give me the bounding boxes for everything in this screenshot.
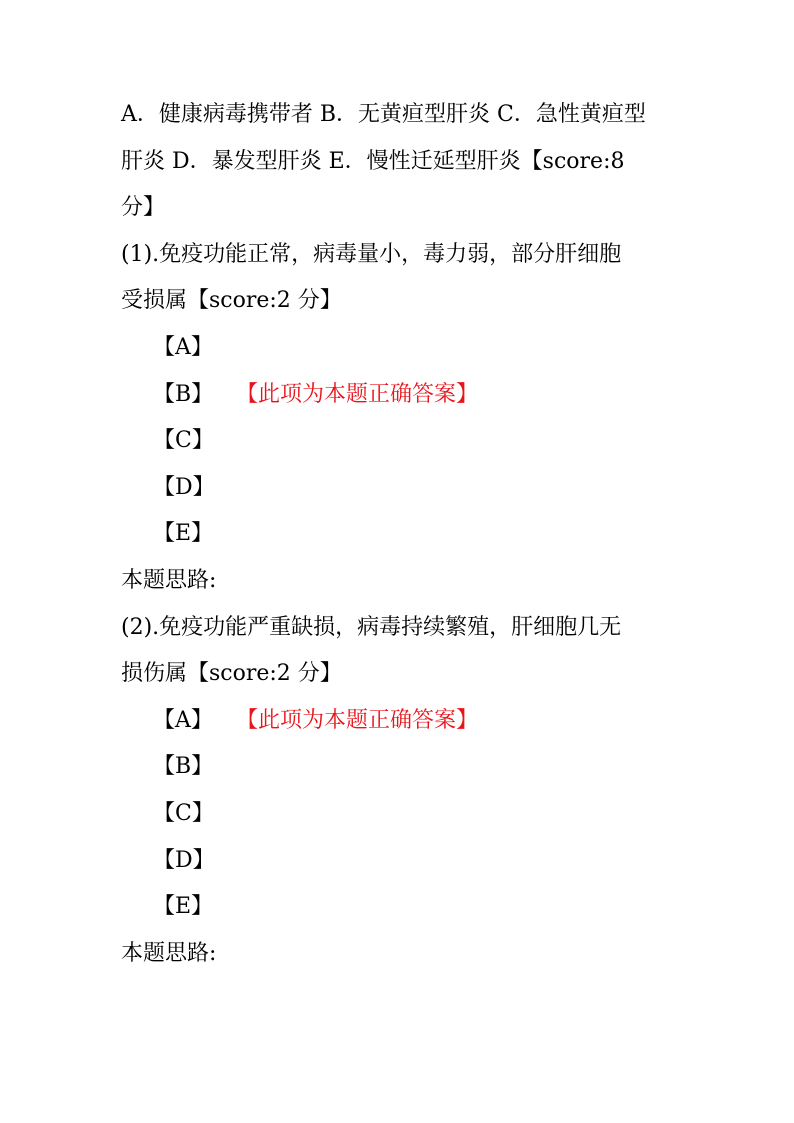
option-label: 【C】: [153, 800, 214, 826]
correct-answer-marker: 【此项为本题正确答案】: [236, 707, 479, 733]
question-2-option-c: [121, 791, 681, 838]
question-2-line-1: (2).免疫功能严重缺损，病毒持续繁殖，肝细胞几无: [121, 614, 622, 640]
option-label: 【D】: [153, 474, 215, 500]
document-page: [121, 92, 681, 977]
stem-line-2: 肝炎 D．暴发型肝炎 E．慢性迁延型肝炎【score:8: [121, 148, 625, 174]
option-label: 【E】: [153, 521, 214, 547]
question-1-option-b: [121, 372, 681, 419]
question-1-explanation-label: 本题思路:: [121, 567, 217, 593]
option-label: 【B】: [153, 754, 214, 780]
question-2-option-d: [121, 838, 681, 885]
option-label: 【A】: [153, 707, 213, 733]
question-2-option-b: [121, 744, 681, 791]
question-2-explanation-label: 本题思路:: [121, 940, 217, 966]
question-2-option-e: [121, 884, 681, 931]
option-label: 【B】: [153, 381, 214, 407]
question-1-line-2: 受损属【score:2 分】: [121, 288, 342, 314]
question-1-option-a: [121, 325, 681, 372]
question-1-option-c: [121, 418, 681, 465]
correct-answer-marker: 【此项为本题正确答案】: [236, 381, 479, 407]
question-2-line-2: 损伤属【score:2 分】: [121, 661, 342, 687]
question-1-option-d: [121, 465, 681, 512]
option-label: 【A】: [153, 334, 213, 360]
option-label: 【D】: [153, 847, 215, 873]
stem-line-1: A．健康病毒携带者 B．无黄疸型肝炎 C．急性黄疸型: [121, 102, 646, 127]
question-1-option-e: [121, 511, 681, 558]
option-label: 【E】: [153, 894, 214, 920]
question-1-line-1: (1).免疫功能正常，病毒量小，毒力弱，部分肝细胞: [121, 241, 622, 267]
stem-line-3: 分】: [121, 195, 166, 221]
question-2-option-a: [121, 698, 681, 745]
option-label: 【C】: [153, 428, 214, 454]
